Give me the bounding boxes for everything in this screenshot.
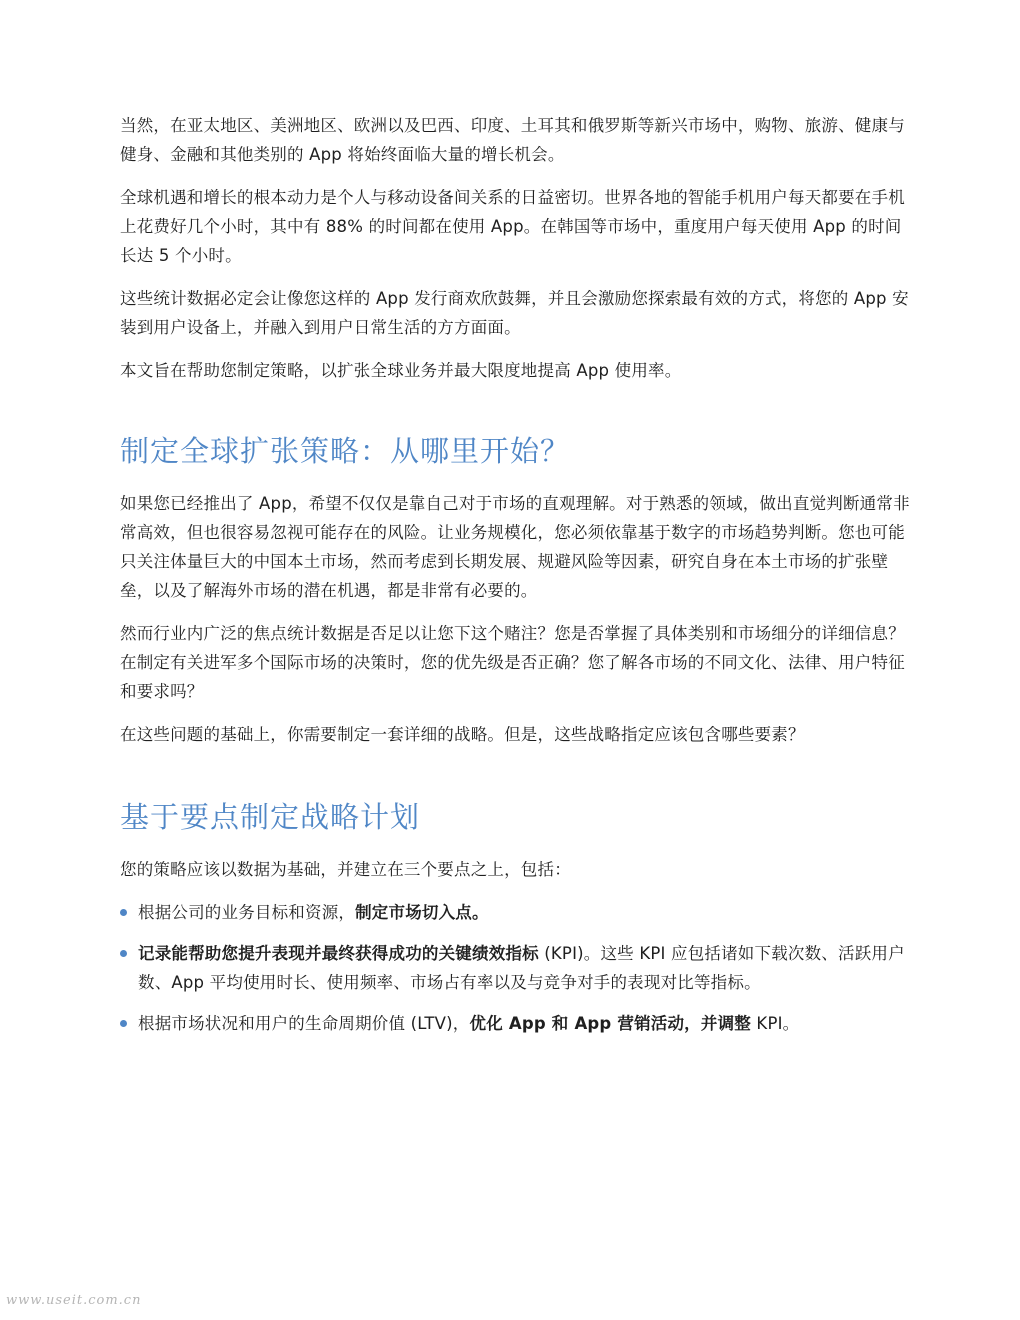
list-item	[120, 898, 910, 927]
key-points-list	[120, 898, 910, 1038]
list-item-text: KPI。	[750, 1014, 800, 1033]
document-page	[120, 111, 910, 1050]
section2-intro: 您的策略应该以数据为基础，并建立在三个要点之上，包括：	[120, 860, 571, 879]
intro-paragraph-2: 全球机遇和增长的根本动力是个人与移动设备间关系的日益密切。世界各地的智能手机用户每天都要在手机上花费好几个小时，其中有 88% 的时间都在使用 App。在韩国等市场中，重度用户每天使用 App 的时间长达 5 个小时。	[120, 188, 905, 265]
bullet-dot-icon	[120, 950, 127, 957]
list-item	[120, 1009, 910, 1038]
intro-paragraph-3: 这些统计数据必定会让像您这样的 App 发行商欢欣鼓舞，并且会激励您探索最有效的方式，将您的 App 安装到用户设备上，并融入到用户日常生活的方方面面。	[120, 289, 909, 337]
list-item-text: 根据市场状况和用户的生命周期价值 (LTV)，	[138, 1014, 470, 1033]
section-heading-strategy-plan: 基于要点制定战略计划	[120, 800, 421, 834]
list-item-text: 根据公司的业务目标和资源，	[138, 903, 356, 922]
list-item-text: (KPI)。这些 KPI 应包括诸如下载次数、活跃用户数、App 平均使用时长、使用频率、市场占有率以及与竞争对手的表现对比等指标。	[138, 944, 905, 992]
intro-paragraph-1: 当然，在亚太地区、美洲地区、欧洲以及巴西、印度、土耳其和俄罗斯等新兴市场中，购物、旅游、健康与健身、金融和其他类别的 App 将始终面临大量的增长机会。	[120, 116, 905, 164]
watermark-text: www.useit.com.cn	[6, 1293, 142, 1308]
section1-paragraph-3: 在这些问题的基础上，你需要制定一套详细的战略。但是，这些战略指定应该包含哪些要素？	[120, 725, 805, 744]
bullet-dot-icon	[120, 1020, 127, 1027]
section-heading-global-strategy: 制定全球扩张策略：从哪里开始？	[120, 434, 571, 468]
list-item-bold-text: 制定市场切入点。	[355, 903, 489, 922]
list-item-bold-text: 记录能帮助您提升表现并最终获得成功的关键绩效指标	[138, 944, 539, 963]
section1-paragraph-2: 然而行业内广泛的焦点统计数据是否足以让您下这个赌注？您是否掌握了具体类别和市场细分的详细信息？在制定有关进军多个国际市场的决策时，您的优先级是否正确？您了解各市场的不同文化、法律、用户特征和要求吗？	[120, 624, 905, 701]
intro-paragraph-4: 本文旨在帮助您制定策略，以扩张全球业务并最大限度地提高 App 使用率。	[120, 361, 682, 380]
bullet-dot-icon	[120, 909, 127, 916]
list-item-bold-text: 优化 App 和 App 营销活动，并调整	[469, 1014, 751, 1033]
list-item	[120, 939, 910, 997]
section1-paragraph-1: 如果您已经推出了 App，希望不仅仅是靠自己对于市场的直观理解。对于熟悉的领域，做出直觉判断通常非常高效，但也很容易忽视可能存在的风险。让业务规模化，您必须依靠基于数字的市场趋势判断。您也可能只关注体量巨大的中国本土市场，然而考虑到长期发展、规避风险等因素，研究自身在本土市场的扩张壁垒，以及了解海外市场的潜在机遇，都是非常有必要的。	[120, 494, 910, 600]
